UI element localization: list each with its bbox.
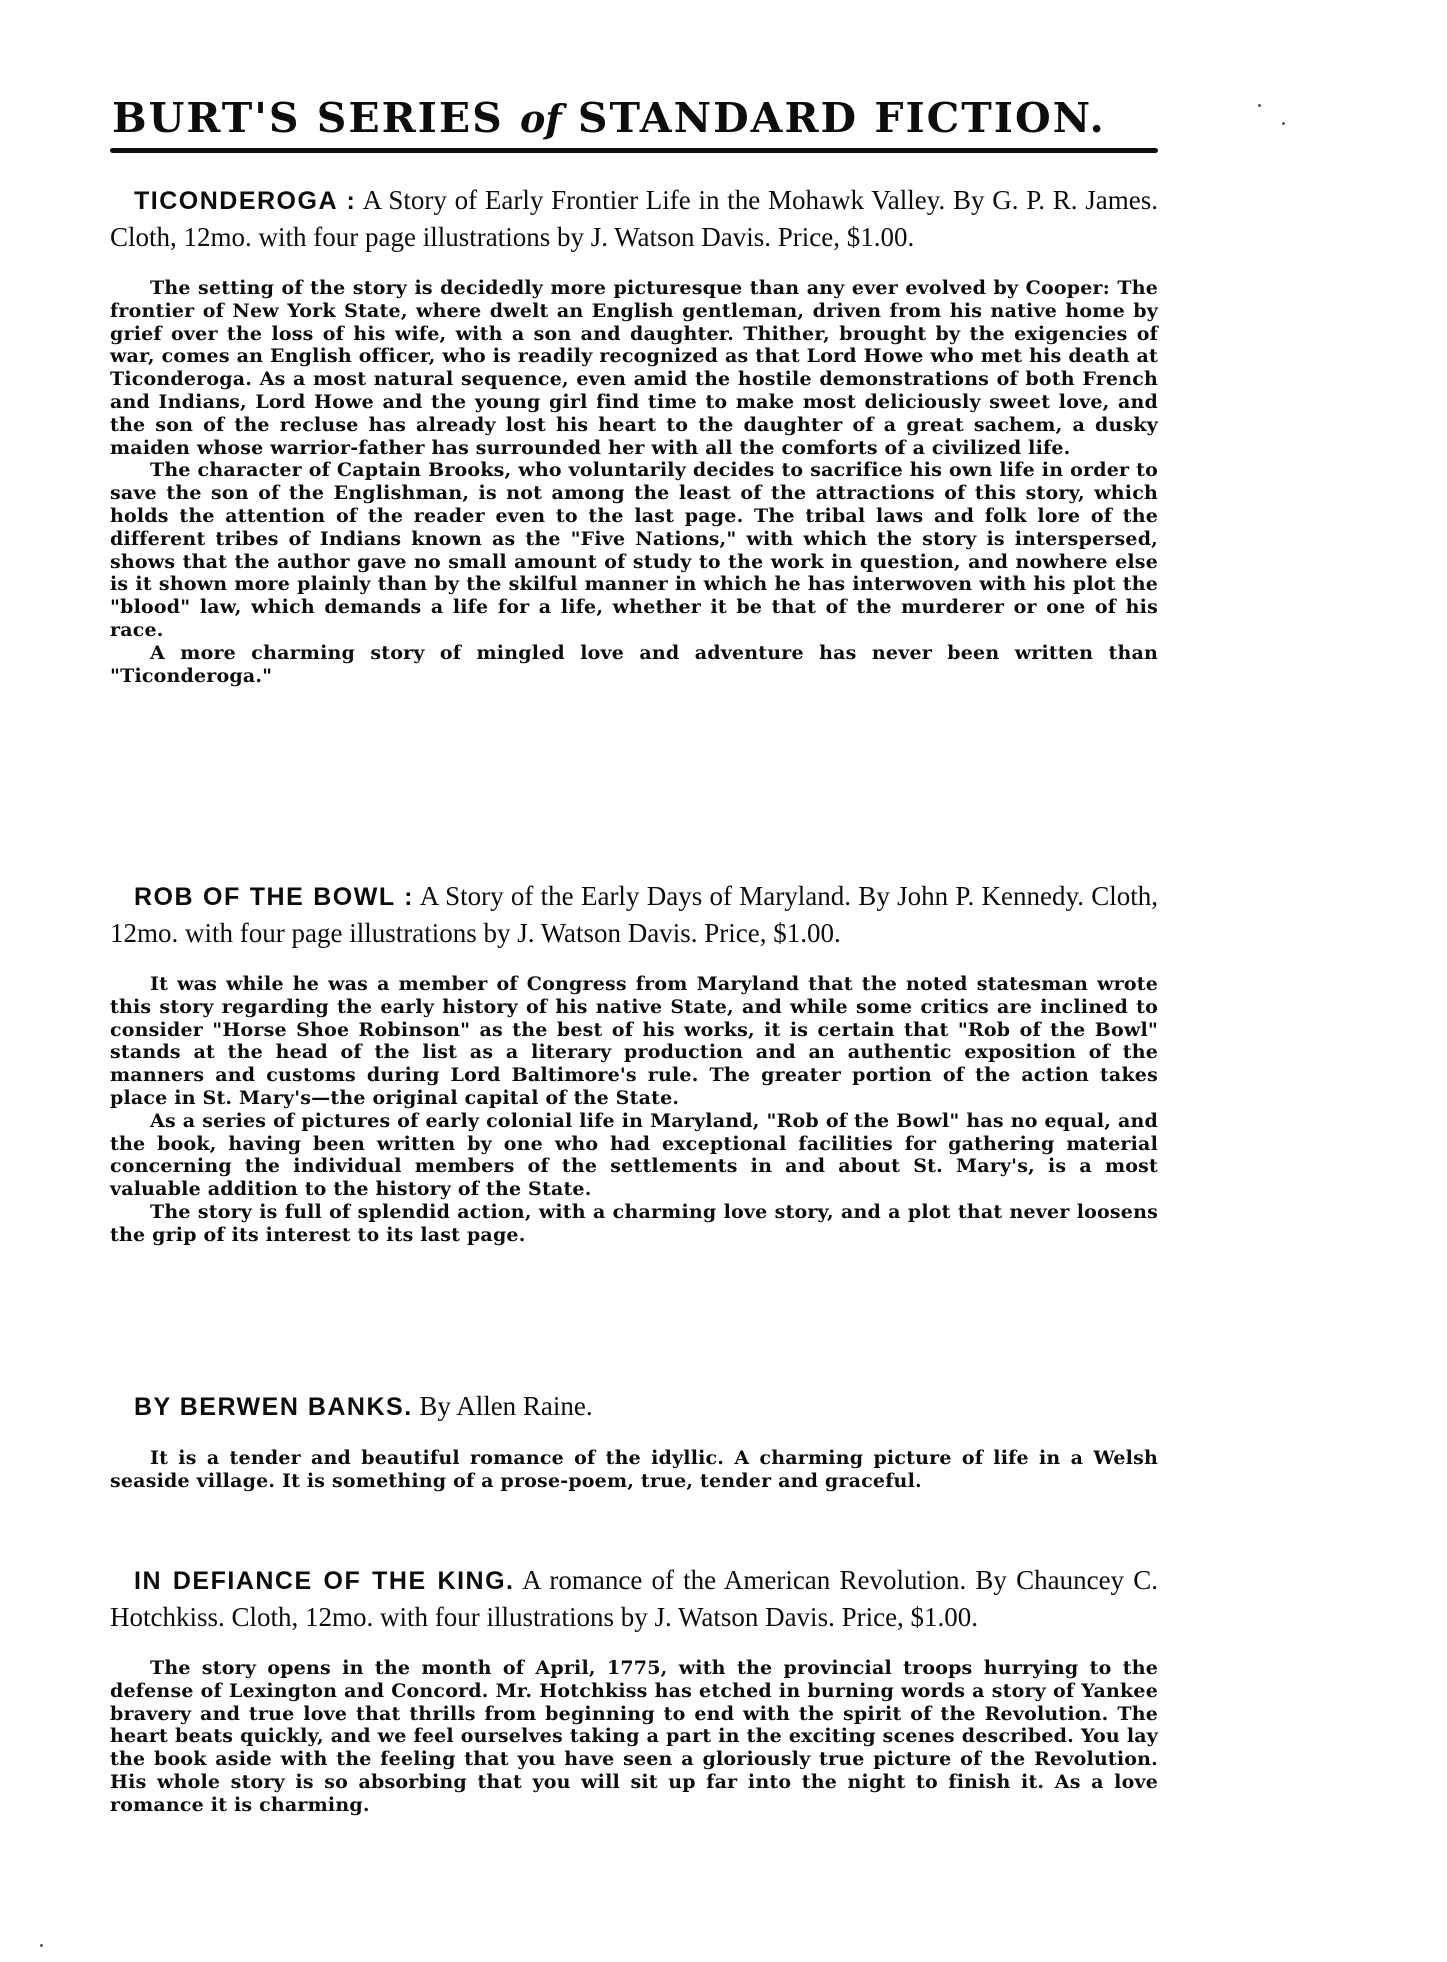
book-entry — [110, 182, 1158, 687]
book-entry — [110, 1562, 1158, 1817]
entry-heading — [110, 878, 1158, 951]
book-byline: By Allen Raine. — [412, 1391, 593, 1421]
header-rule — [110, 148, 1158, 153]
header-title-of: of — [519, 96, 562, 141]
scan-speck — [1282, 122, 1285, 125]
description-paragraph: It is a tender and beautiful romance of the idyllic. A charming picture of life in a Welsh seaside village. It is something of a prose-poem, true, tender and graceful. — [110, 1447, 1158, 1492]
entry-description — [110, 973, 1158, 1247]
book-entry — [110, 1388, 1158, 1493]
scan-speck — [40, 1944, 43, 1947]
book-title: IN DEFIANCE OF THE KING. — [134, 1567, 515, 1595]
entry-heading — [110, 1388, 1158, 1425]
book-title: BY BERWEN BANKS. — [134, 1393, 413, 1421]
description-paragraph: It was while he was a member of Congress from Maryland that the noted statesman wrote this story regarding the early history of his native State, and while some critics are inclined to consider "Horse Shoe Robinson" as the best of his works, it is certain that "Rob of the Bowl" stands at the head of the list as a literary production and an authentic exposition of the manners and customs during Lord Baltimore's rule. The greater portion of the action takes place in St. Mary's—the original capital of the State. — [110, 973, 1158, 1109]
scan-speck — [1258, 104, 1261, 107]
description-paragraph: A more charming story of mingled love and adventure has never been written than "Ticonderoga." — [110, 641, 1158, 687]
book-title: TICONDEROGA : — [134, 187, 357, 215]
description-paragraph: The story is full of splendid action, with a charming love story, and a plot that never loosens the grip of its interest to its last page. — [110, 1200, 1158, 1246]
entry-heading — [110, 182, 1158, 255]
description-paragraph: As a series of pictures of early colonial life in Maryland, "Rob of the Bowl" has no equal, and the book, having been written by one who had exceptional facilities for gathering material concerning the individual members of the settlements in and about St. Mary's, is a most valuable addition to the history of the State. — [110, 1109, 1158, 1201]
entry-description — [110, 1657, 1158, 1817]
page-header — [112, 92, 1152, 145]
description-paragraph: The story opens in the month of April, 1775, with the provincial troops hurrying to the defense of Lexington and Concord. Mr. Hotchkiss has etched in burning words a story of Yankee bravery and true love that thrills from beginning to end with the spirit of the Revolution. The heart beats quickly, and we feel ourselves taking a part in the exciting scenes described. You lay the book aside with the feeling that you have seen a gloriously true picture of the Revolution. His whole story is so absorbing that you will sit up far into the night to finish it. As a love romance it is charming. — [110, 1657, 1158, 1816]
book-byline: A romance of the American Revolution. By Chauncey C. Hotchkiss. Cloth, 12mo. with four illustrations by J. Watson Davis. Price, $1.00. — [110, 1565, 1158, 1632]
book-entry — [110, 878, 1158, 1247]
book-byline: A Story of Early Frontier Life in the Mohawk Valley. By G. P. R. James. Cloth, 12mo. with four page illustrations by J. Watson Davis. Price, $1.00. — [110, 185, 1158, 252]
entry-description — [110, 277, 1158, 687]
description-paragraph: The setting of the story is decidedly more picturesque than any ever evolved by Cooper: The frontier of New York State, where dwelt an English gentleman, driven from his native home by grief over the loss of his wife, with a son and daughter. Thither, brought by the exigencies of war, comes an English officer, who is readily recognized as that Lord Howe who met his death at Ticonderoga. As a most natural sequence, even amid the hostile demonstrations of both French and Indians, Lord Howe and the young girl find time to make most deliciously sweet love, and the son of the recluse has already lost his heart to the daughter of a great sachem, a dusky maiden whose warrior-father has surrounded her with all the comforts of a civilized life. — [110, 277, 1158, 459]
header-title-part2: STANDARD FICTION. — [561, 94, 1106, 142]
entry-description — [110, 1447, 1158, 1493]
header-title-part1: BURT'S SERIES — [112, 94, 520, 142]
book-title: ROB OF THE BOWL : — [134, 883, 414, 911]
description-paragraph: The character of Captain Brooks, who voluntarily decides to sacrifice his own life in order to save the son of the Englishman, is not among the least of the attractions of this story, which holds the attention of the reader even to the last page. The tribal laws and folk lore of the different tribes of Indians known as the "Five Nations," with which the story is interspersed, shows that the author gave no small amount of study to the work in question, and nowhere else is it shown more plainly than by the skilful manner in which he has interwoven with his plot the "blood" law, which demands a life for a life, whether it be that of the murderer or one of his race. — [110, 459, 1158, 641]
book-byline: A Story of the Early Days of Maryland. By John P. Kennedy. Cloth, 12mo. with four page illustrations by J. Watson Davis. Price, $1.00. — [110, 881, 1159, 948]
entry-heading — [110, 1562, 1158, 1635]
